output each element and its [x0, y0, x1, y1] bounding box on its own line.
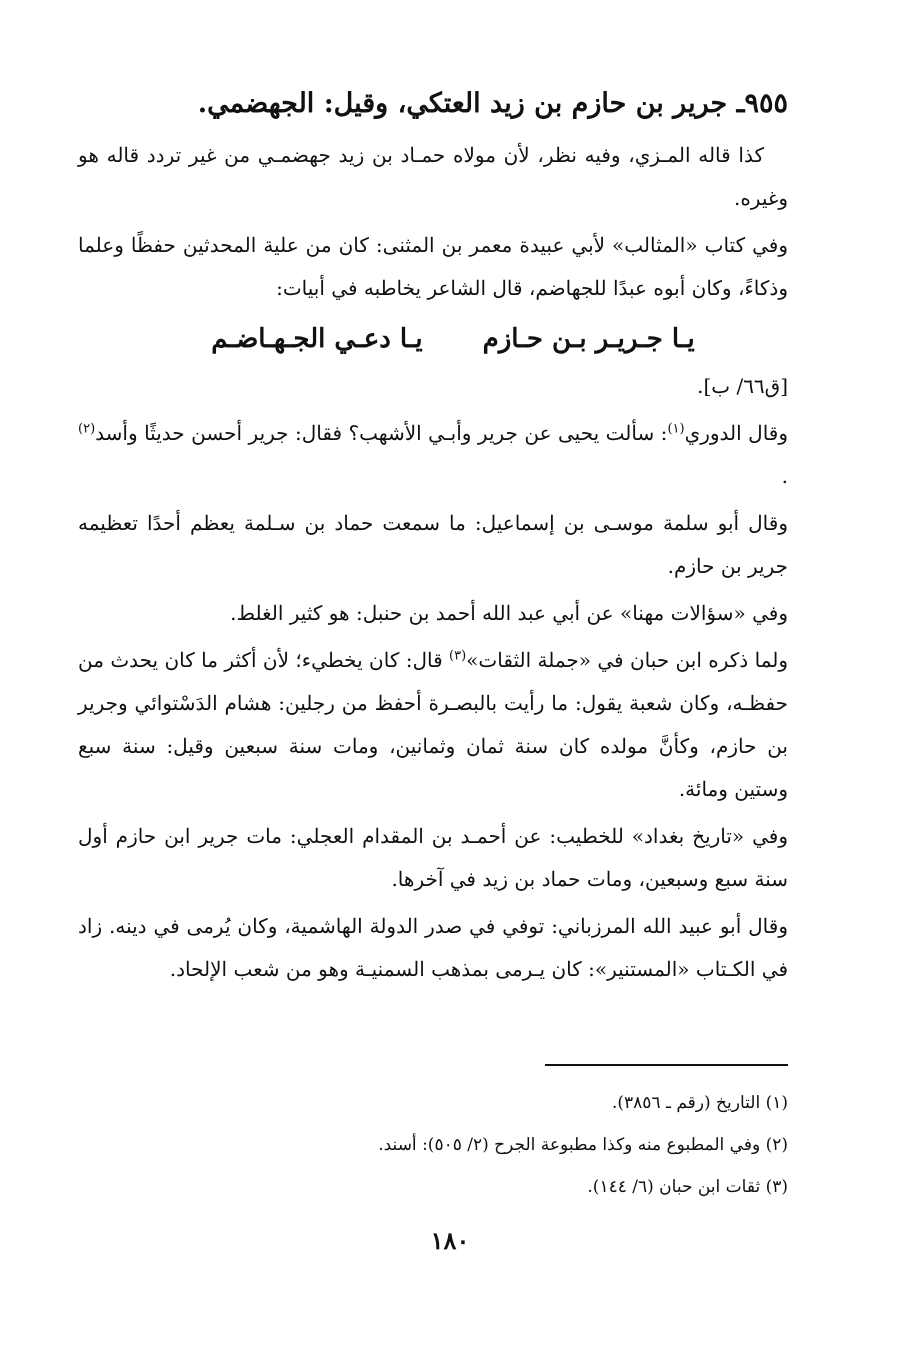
paragraph-duri — [78, 412, 788, 498]
footnote-ref-3: (٣) — [449, 648, 467, 664]
page-number: ١٨٠ — [430, 1226, 470, 1255]
duri-text-middle: : سألت يحيى عن جرير وأبـي الأشهب؟ فقال: جرير أحسن حديثًا وأسد — [95, 421, 668, 445]
footnote-separator — [545, 1064, 788, 1066]
ibn-hibban-text-end: قال: كان يخطيء؛ لأن أكثر ما كان يحدث من حفظـه، وكان شعبة يقول: ما رأيت بالبصـرة أحفظ من رجلين: هشام الدَسْتوائي وجرير بن حازم، وكأنَّ مولده كان سنة ثمان وثمانين، ومات سنة سبعين وقيل: سنة سبع وستين ومائة. — [78, 648, 788, 801]
footnote-2: (٢) وفي المطبوع منه وكذا مطبوعة الجرح (٢/ ٥٠٥): أسند. — [378, 1135, 788, 1155]
duri-text-end: . — [781, 464, 788, 488]
paragraph-khatib: وفي «تاريخ بغداد» للخطيب: عن أحمـد بن المقدام العجلي: مات جرير ابن حازم أول سنة سبع وسبعين، ومات حماد بن زيد في آخرها. — [78, 824, 788, 891]
verse-hemistich-first: يـا جـريـر بـن حـازم — [482, 324, 695, 354]
footnotes — [78, 1082, 788, 1208]
folio-marker: [ق٦٦/ ب]. — [697, 374, 788, 398]
entry-title: ٩٥٥ـ جرير بن حازم بن زيد العتكي، وقيل: الجهضمي. — [197, 88, 788, 119]
poetry-verse — [78, 314, 788, 364]
footnote-ref-2: (٢) — [78, 421, 96, 437]
duri-text-start: وقال الدوري — [684, 421, 789, 445]
footnote-3: (٣) ثقات ابن حبان (٦/ ١٤٤). — [587, 1177, 788, 1197]
footnote-ref-1: (١) — [667, 421, 685, 437]
page-body — [78, 70, 788, 995]
paragraph-abu-salama: وقال أبو سلمة موسـى بن إسماعيل: ما سمعت حماد بن سـلمة يعظم أحدًا تعظيمه جرير بن حازم. — [78, 511, 788, 578]
paragraph-muhanna: وفي «سؤالات مهنا» عن أبي عبد الله أحمد بن حنبل: هو كثير الغلط. — [230, 601, 788, 625]
ibn-hibban-text-start: ولما ذكره ابن حبان في «جملة الثقات» — [466, 648, 789, 672]
paragraph-ibn-hibban — [78, 639, 788, 811]
paragraph-mizzi: كذا قاله المـزي، وفيه نظر، لأن مولاه حمـاد بن زيد جهضمـي من غير تردد قاله هو وغيره. — [78, 143, 788, 210]
verse-hemistich-second: يـا دعـي الجـهـاضـم — [211, 324, 423, 354]
paragraph-marzubani: وقال أبو عبيد الله المرزباني: توفي في صدر الدولة الهاشمية، وكان يُرمى في دينه. زاد في الكـتاب «المستنير»: كان يـرمى بمذهب السمنيـة وهو من شعب الإلحاد. — [78, 914, 788, 981]
footnote-1: (١) التاريخ (رقم ـ ٣٨٥٦). — [612, 1093, 788, 1113]
paragraph-mathalib: وفي كتاب «المثالب» لأبي عبيدة معمر بن المثنى: كان من علية المحدثين حفظًا وعلما وذكاءً، وكان أبوه عبدًا للجهاضم، قال الشاعر يخاطبه في أبيات: — [78, 233, 788, 300]
